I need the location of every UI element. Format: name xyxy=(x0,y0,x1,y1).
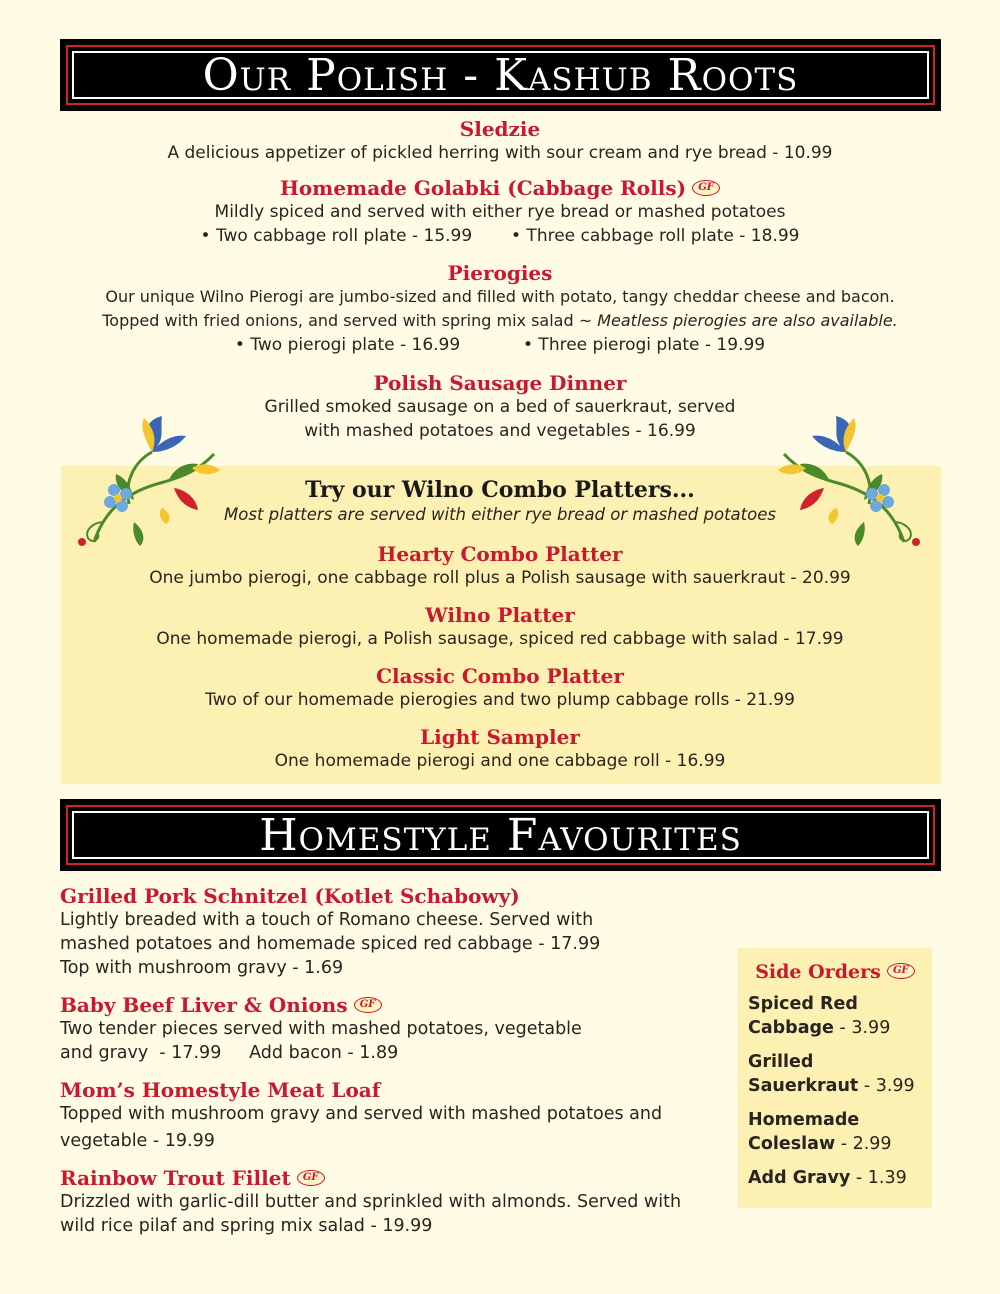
dish-name: Baby Beef Liver & Onions xyxy=(60,993,348,1017)
dish-description: Mildly spiced and served with either rye bread or mashed potatoes xyxy=(214,202,786,222)
side-item xyxy=(748,1050,922,1098)
dish-description: Our unique Wilno Pierogi are jumbo-sized and filled with potato, tangy cheddar cheese and bacon. xyxy=(105,287,895,306)
dish-name: Wilno Platter xyxy=(425,603,575,627)
gluten-free-badge: GF xyxy=(887,963,915,979)
menu-item-schnitzel xyxy=(60,884,740,980)
dish-description: One homemade pierogi and one cabbage roll - 16.99 xyxy=(274,751,726,771)
dish-name: Rainbow Trout Fillet xyxy=(60,1166,291,1190)
dish-note: Meatless pierogies are also available. xyxy=(597,311,898,330)
dish-description: Two tender pieces served with mashed potatoes, vegetable xyxy=(60,1019,582,1039)
side-item xyxy=(748,1108,922,1156)
side-name: Add Gravy xyxy=(748,1168,851,1188)
dish-description: Topped with fried onions, and served with spring mix salad ~ xyxy=(102,311,598,330)
menu-item-sledzie xyxy=(0,117,1000,165)
section-banner-homestyle xyxy=(60,799,941,871)
side-item xyxy=(748,992,922,1040)
combo-subtitle: Most platters are served with either rye bread or mashed potatoes xyxy=(224,505,776,524)
dish-description: A delicious appetizer of pickled herring with sour cream and rye bread - 10.99 xyxy=(167,143,833,163)
side-price: - 3.99 xyxy=(833,1018,891,1038)
gluten-free-badge: GF xyxy=(297,1170,325,1186)
menu-item-meat-loaf xyxy=(60,1078,740,1153)
dish-name: Pierogies xyxy=(447,261,553,285)
menu-item-golabki xyxy=(0,176,1000,248)
dish-description: One jumbo pierogi, one cabbage roll plus a Polish sausage with sauerkraut - 20.99 xyxy=(149,568,851,588)
combo-item xyxy=(0,664,1000,712)
side-price: - 3.99 xyxy=(858,1076,915,1096)
menu-item-trout xyxy=(60,1166,740,1238)
dish-description: Grilled smoked sausage on a bed of sauerkraut, served xyxy=(264,397,736,417)
combo-item xyxy=(0,725,1000,773)
combo-header xyxy=(0,476,1000,526)
dish-description: Lightly breaded with a touch of Romano cheese. Served with xyxy=(60,910,594,930)
side-name: Cabbage xyxy=(748,1018,834,1038)
combo-title: Try our Wilno Combo Platters... xyxy=(305,477,695,503)
side-name: Sauerkraut xyxy=(748,1076,859,1096)
side-price: - 2.99 xyxy=(835,1134,892,1154)
gluten-free-badge: GF xyxy=(354,997,382,1013)
side-orders-title: Side Orders xyxy=(755,961,881,983)
dish-description: Drizzled with garlic-dill butter and sprinkled with almonds. Served with xyxy=(60,1192,682,1212)
dish-description: mashed potatoes and homemade spiced red cabbage - 17.99 xyxy=(60,934,601,954)
plate-option: • Three cabbage roll plate - 18.99 xyxy=(511,226,800,246)
gluten-free-badge: GF xyxy=(692,180,720,196)
dish-description: One homemade pierogi, a Polish sausage, spiced red cabbage with salad - 17.99 xyxy=(156,629,844,649)
combo-item xyxy=(0,542,1000,590)
section-banner-polish-roots xyxy=(60,39,941,111)
dish-name: Mom’s Homestyle Meat Loaf xyxy=(60,1078,381,1102)
dish-description: and gravy - 17.99 Add bacon - 1.89 xyxy=(60,1043,399,1063)
side-price: - 1.39 xyxy=(850,1168,907,1188)
side-orders-panel xyxy=(738,948,932,1208)
combo-item xyxy=(0,603,1000,651)
dish-addon: Top with mushroom gravy - 1.69 xyxy=(60,958,344,978)
side-name: Grilled xyxy=(748,1052,814,1072)
section-title: Homestyle Favourites xyxy=(259,809,742,861)
dish-name: Hearty Combo Platter xyxy=(377,542,623,566)
dish-description: Two of our homemade pierogies and two plump cabbage rolls - 21.99 xyxy=(205,690,795,710)
dish-description: with mashed potatoes and vegetables - 16.99 xyxy=(304,421,696,441)
dish-description: vegetable - 19.99 xyxy=(60,1131,215,1151)
plate-option: • Two pierogi plate - 16.99 xyxy=(234,335,461,355)
menu-item-pierogies xyxy=(0,261,1000,357)
plate-option: • Two cabbage roll plate - 15.99 xyxy=(200,226,473,246)
dish-name: Classic Combo Platter xyxy=(376,664,624,688)
dish-description: Topped with mushroom gravy and served with mashed potatoes and xyxy=(60,1104,663,1124)
plate-option: • Three pierogi plate - 19.99 xyxy=(523,335,766,355)
side-name: Spiced Red xyxy=(748,994,858,1014)
section-title: Our Polish - Kashub Roots xyxy=(202,49,799,101)
menu-item-liver xyxy=(60,993,740,1065)
dish-name: Grilled Pork Schnitzel (Kotlet Schabowy) xyxy=(60,884,520,908)
dish-name: Homemade Golabki (Cabbage Rolls) xyxy=(279,176,687,200)
dish-name: Polish Sausage Dinner xyxy=(373,371,627,395)
side-name: Homemade xyxy=(748,1110,860,1130)
dish-description: wild rice pilaf and spring mix salad - 19.99 xyxy=(60,1216,433,1236)
dish-name: Light Sampler xyxy=(420,725,580,749)
side-name: Coleslaw xyxy=(748,1134,836,1154)
dish-name: Sledzie xyxy=(459,117,541,141)
side-item xyxy=(748,1166,922,1190)
